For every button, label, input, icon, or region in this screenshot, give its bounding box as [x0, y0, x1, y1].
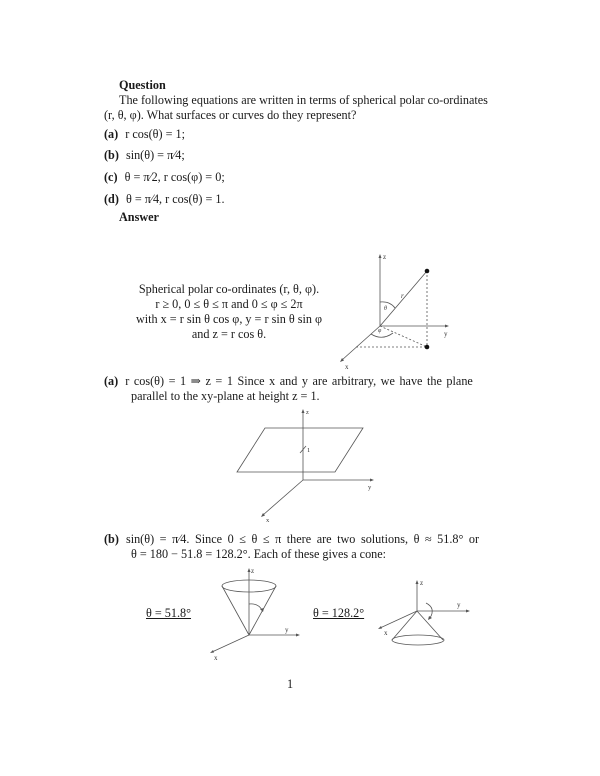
spherical-coords-line: r ≥ 0, 0 ≤ θ ≤ π and 0 ≤ φ ≤ 2π: [155, 297, 303, 311]
spherical-coords-line: with x = r sin θ cos φ, y = r sin θ sin φ: [135, 312, 323, 326]
y-arrow-icon: [370, 479, 374, 482]
cone2-caption: θ = 128.2°: [313, 606, 365, 620]
angle-arc: [426, 603, 432, 618]
z-label: z: [420, 579, 424, 587]
r-label: r: [401, 292, 404, 300]
answer-part-a-line2: parallel to the xy-plane at height z = 1.: [131, 389, 320, 403]
y-label: y: [444, 330, 448, 338]
cone-diagram-128-2: [370, 572, 480, 662]
item-label: (c): [104, 170, 118, 184]
y-label: y: [368, 484, 372, 491]
item-text: sin(θ) = π⁄4;: [125, 148, 185, 162]
question-item-d: [104, 192, 225, 207]
question-intro-line2: (r, θ, φ). What surfaces or curves do they represent?: [104, 108, 357, 122]
y-arrow-icon: [445, 325, 449, 328]
z-arrow-icon: [302, 409, 305, 413]
question-heading: Question: [119, 78, 166, 92]
item-label: (b): [104, 148, 119, 162]
y-arrow-icon: [466, 610, 470, 613]
theta-arc: [380, 302, 395, 308]
x-arrow-icon: [210, 650, 214, 653]
height-label: 1: [307, 447, 311, 454]
item-label: (d): [104, 192, 119, 206]
part-label: (b): [104, 532, 119, 546]
answer-part-b-line1: [104, 532, 479, 547]
spherical-coordinates-diagram: [330, 245, 460, 370]
plane-z1: [237, 428, 363, 472]
point-marker: [425, 269, 430, 274]
part-text: r cos(θ) = 1 ⇒ z = 1 Since x and y are arbitrary, we have the plane: [125, 374, 473, 388]
x-arrow-icon: [378, 626, 382, 629]
answer-part-b-line2: θ = 180 − 51.8 = 128.2°. Each of these gives a cone:: [131, 547, 387, 561]
z-arrow-icon: [379, 254, 382, 258]
question-item-c: [104, 170, 225, 185]
cone-base: [392, 635, 444, 645]
projection-point-marker: [425, 345, 430, 350]
spherical-coords-line: and z = r cos θ.: [191, 327, 267, 341]
z-label: z: [251, 567, 255, 575]
y-label: y: [457, 601, 461, 609]
plane-diagram: [225, 405, 395, 525]
part-text: sin(θ) = π⁄4. Since 0 ≤ θ ≤ π there are two solutions, θ ≈ 51.8° or: [125, 532, 480, 546]
x-axis: [212, 635, 249, 652]
x-axis: [263, 480, 303, 515]
angle-arrow-icon: [428, 616, 432, 620]
theta-label: θ: [384, 306, 387, 312]
item-label: (a): [104, 127, 119, 141]
phi-label: φ: [378, 328, 382, 334]
question-item-a: [104, 127, 185, 142]
z-label: z: [383, 253, 387, 261]
item-text: r cos(θ) = 1;: [125, 127, 186, 141]
cone-diagram-51-8: [200, 562, 310, 662]
y-label: y: [285, 626, 289, 634]
part-label: (a): [104, 374, 119, 388]
cone-side-left: [222, 586, 249, 635]
x-axis: [380, 611, 417, 628]
x-axis: [342, 326, 380, 360]
answer-heading: Answer: [119, 210, 159, 224]
z-label: z: [306, 409, 309, 416]
y-arrow-icon: [296, 634, 300, 637]
question-intro-line1: The following equations are written in terms of spherical polar co-ordinates: [119, 93, 488, 107]
z-arrow-icon: [416, 580, 419, 584]
cone1-caption: θ = 51.8°: [146, 606, 192, 620]
x-label: x: [214, 654, 218, 662]
phi-arc: [371, 333, 393, 337]
x-label: x: [384, 629, 388, 637]
x-label: x: [266, 517, 270, 524]
spherical-coords-line: Spherical polar co-ordinates (r, θ, φ).: [138, 282, 320, 296]
angle-arc: [249, 604, 262, 610]
answer-part-a-line1: [104, 374, 473, 389]
page-number: 1: [287, 677, 294, 691]
question-item-b: [104, 148, 185, 163]
item-text: θ = π⁄2, r cos(φ) = 0;: [124, 170, 225, 184]
spherical-coords-box: [120, 282, 338, 342]
x-label: x: [345, 363, 349, 371]
item-text: θ = π⁄4, r cos(θ) = 1.: [125, 192, 225, 206]
